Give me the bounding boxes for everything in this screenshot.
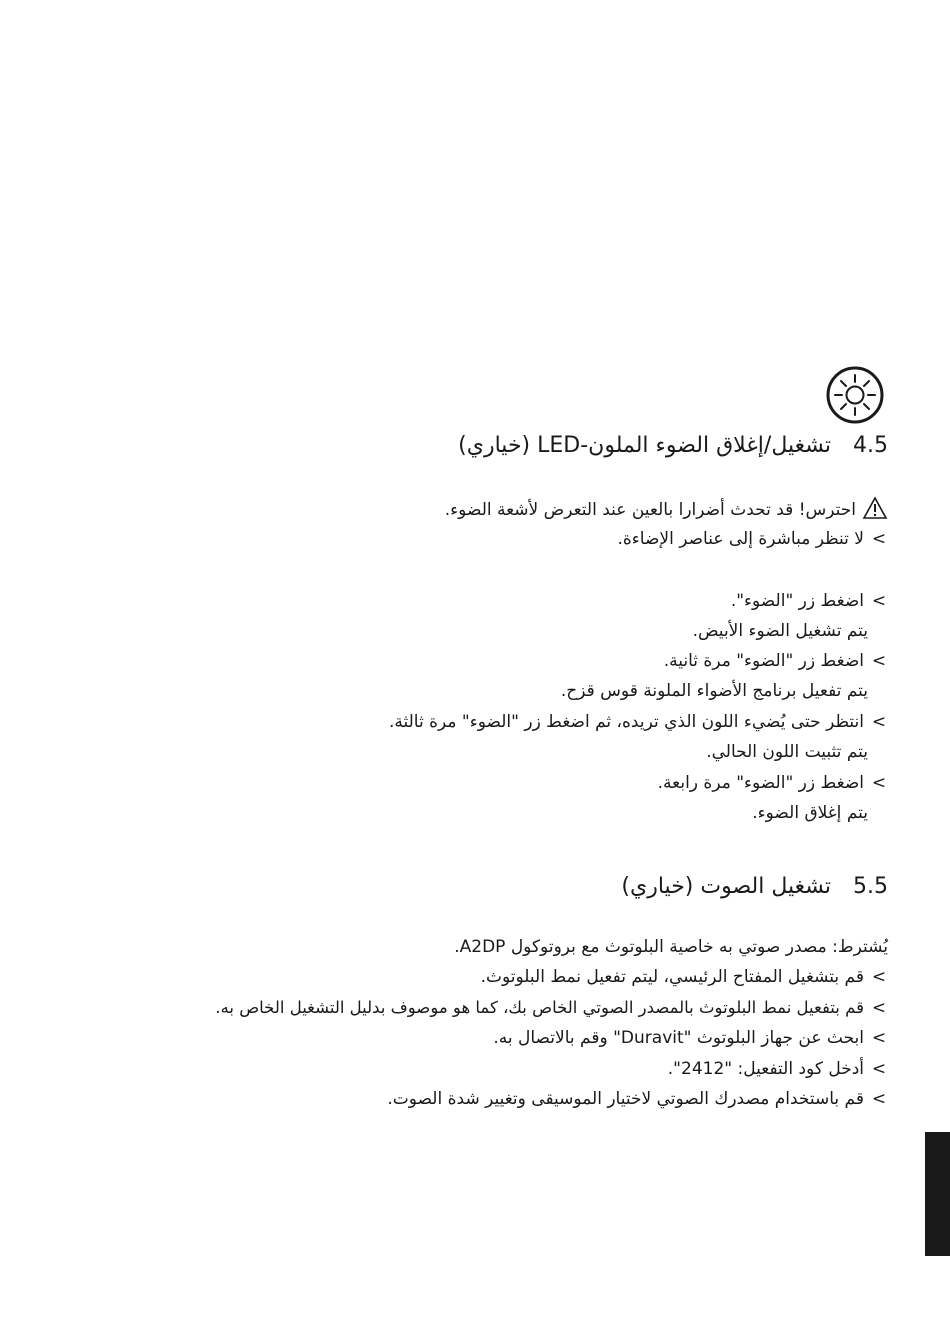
section-5-5-heading [621, 873, 888, 901]
list-item-result: يتم تفعيل برنامج الأضواء الملونة قوس قزح. [560, 681, 868, 701]
section-title: تشغيل/إغلاق الضوء الملون-LED (خياري) [458, 433, 831, 458]
list-item: >ابحث عن جهاز البلوتوث "Duravit" وقم بالاتصال به. [493, 1028, 887, 1048]
warning-triangle-icon [862, 496, 888, 520]
bullet: > [871, 1028, 887, 1048]
sun-icon [823, 366, 887, 424]
section-number: 5.5 [853, 874, 888, 899]
list-item: >قم بتفعيل نمط البلوتوث بالمصدر الصوتي الخاص بك، كما هو موصوف بدليل التشغيل الخاص به. [215, 997, 888, 1019]
requirement-line: يُشترط: مصدر صوتي به خاصية البلوتوث مع بروتوكول A2DP. [454, 937, 888, 957]
bullet: > [872, 998, 886, 1017]
bullet: > [871, 651, 887, 671]
bullet: > [871, 1059, 887, 1079]
list-item: >قم بتشغيل المفتاح الرئيسي، ليتم تفعيل نمط البلوتوث. [480, 967, 887, 987]
bullet: > [871, 773, 887, 793]
warning-line [445, 496, 888, 521]
list-item-result: يتم إغلاق الضوء. [752, 803, 868, 823]
bullet: > [871, 591, 887, 611]
page-edge-tab [925, 1132, 950, 1256]
warning-text: قد تحدث أضرارا بالعين عند التعرض لأشعة الضوء. [444, 500, 794, 520]
list-item: >اضغط زر "الضوء" مرة رابعة. [657, 773, 887, 793]
section-number: 4.5 [853, 433, 888, 458]
bullet: > [871, 712, 887, 732]
warning-step: >لا تنظر مباشرة إلى عناصر الإضاءة. [617, 529, 887, 549]
bullet: > [871, 967, 887, 987]
list-item-result: يتم تثبيت اللون الحالي. [706, 742, 868, 762]
section-4-5-heading [458, 432, 888, 460]
list-item-result: يتم تشغيل الضوء الأبيض. [692, 621, 868, 641]
section-title: تشغيل الصوت (خياري) [621, 874, 831, 899]
bullet: > [871, 529, 887, 549]
list-item: >أدخل كود التفعيل: "2412". [667, 1059, 887, 1079]
warning-label: احترس! [798, 500, 856, 520]
list-item: >اضغط زر "الضوء". [730, 591, 887, 611]
list-item: >اضغط زر "الضوء" مرة ثانية. [663, 651, 887, 671]
bullet: > [871, 1089, 887, 1109]
list-item: >قم باستخدام مصدرك الصوتي لاختيار الموسيقى وتغيير شدة الصوت. [387, 1089, 887, 1109]
list-item: >انتظر حتى يُضيء اللون الذي تريده، ثم اضغط زر "الضوء" مرة ثالثة. [388, 712, 887, 732]
